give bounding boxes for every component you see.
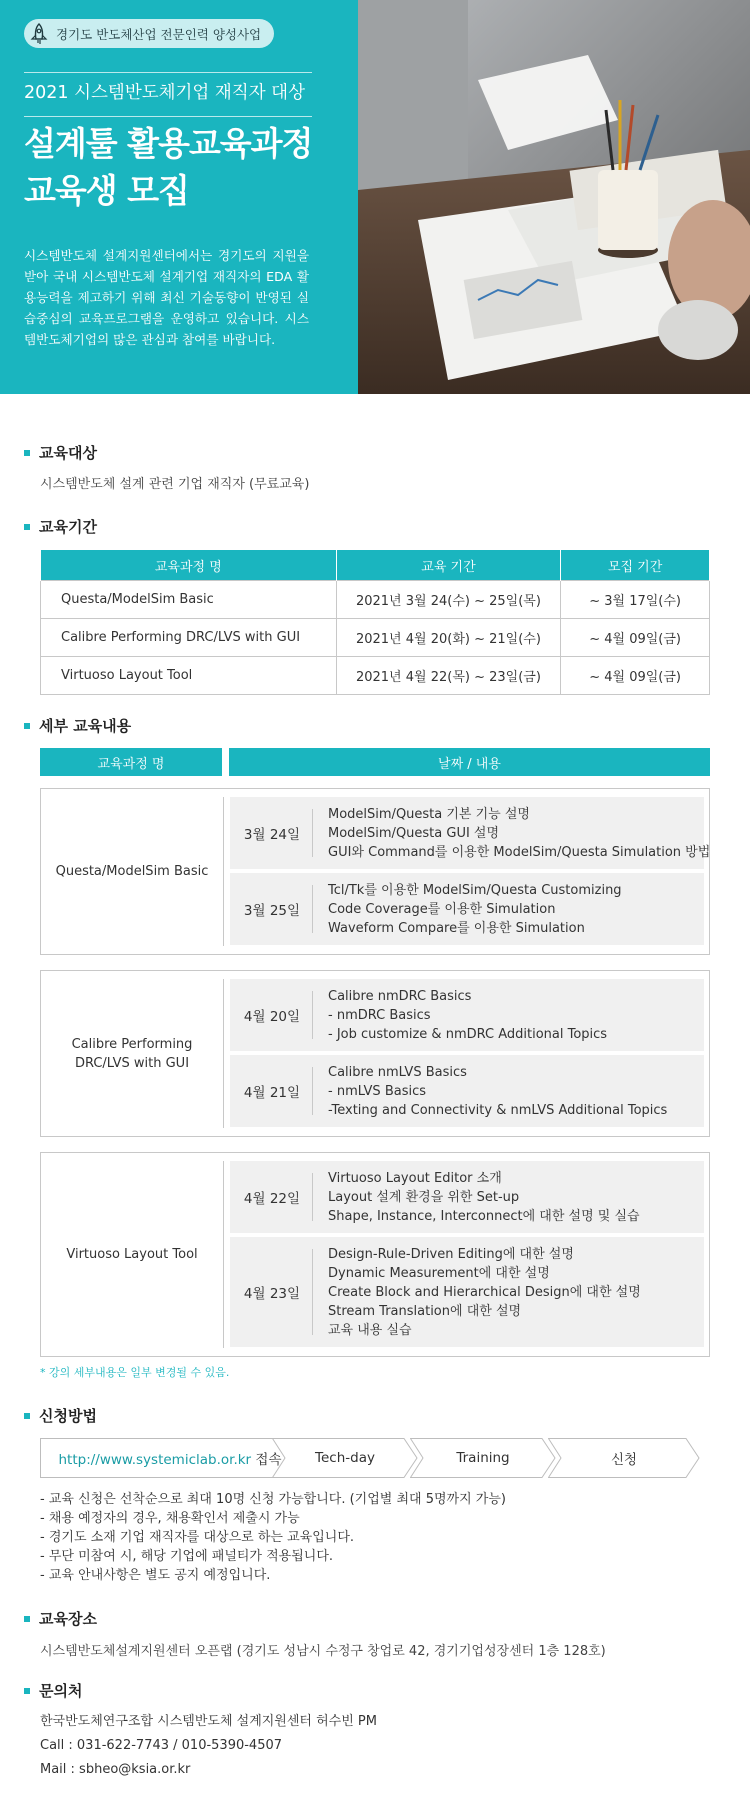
hero-panel (0, 0, 358, 394)
divider (312, 991, 313, 1039)
session-row (230, 979, 704, 1051)
title-line-2: 교육생 모집 (24, 171, 189, 210)
section-heading-apply (24, 1405, 97, 1426)
session-row (230, 1161, 704, 1233)
bullet-square-icon (24, 723, 30, 729)
notice-item: - 무단 미참여 시, 해당 기업에 패널티가 적용됩니다. (40, 1549, 334, 1564)
step-label: Training (456, 1450, 510, 1466)
column-header: 교육과정 명 (41, 550, 337, 581)
section-title: 신청방법 (39, 1407, 97, 1425)
step-label: Tech-day (315, 1450, 375, 1466)
section-heading-contact (24, 1680, 82, 1701)
section-heading-detail (24, 715, 131, 736)
detail-header-content: 날짜 / 내용 (229, 748, 710, 776)
session-date: 4월 22일 (243, 1191, 301, 1207)
apply-steps (40, 1438, 712, 1478)
session-row (230, 797, 711, 869)
notice-item: - 교육 신청은 선착순으로 최대 10명 신청 가능합니다. (기업별 최대 5명까지 가능) (40, 1492, 506, 1507)
content-line: -Texting and Connectivity & nmLVS Additional Topics (328, 1103, 668, 1118)
contact-info (40, 1710, 377, 1782)
session-row (230, 873, 704, 945)
step-label: 접속 (251, 1452, 282, 1468)
content-line: ModelSim/Questa 기본 기능 설명 (328, 807, 530, 822)
step-tech-day (272, 1438, 418, 1478)
session-content (328, 1063, 667, 1120)
course-name-line: DRC/LVS with GUI (74, 1055, 190, 1071)
step-visit-site (40, 1438, 300, 1478)
content-line: Calibre nmDRC Basics (328, 989, 472, 1004)
column-header: 모집 기간 (561, 550, 710, 581)
section-heading-place (24, 1608, 97, 1629)
course-cell: Virtuoso Layout Tool (41, 657, 337, 695)
column-header: 교육 기간 (336, 550, 561, 581)
page-title (24, 120, 312, 214)
course-name-line: Calibre Performing (71, 1036, 193, 1052)
bullet-square-icon (24, 1413, 30, 1419)
section-heading-period (24, 516, 97, 537)
session-date: 4월 21일 (243, 1085, 301, 1101)
table-row (41, 581, 710, 619)
content-line: Shape, Instance, Interconnect에 대한 설명 및 실습 (328, 1209, 640, 1224)
period-cell: 2021년 4월 20(화) ~ 21일(수) (336, 619, 561, 657)
content-line: - nmLVS Basics (328, 1084, 427, 1099)
content-line: 교육 내용 실습 (328, 1323, 412, 1338)
title-line-1: 설계툴 활용교육과정 (24, 124, 313, 163)
content-line: Waveform Compare를 이용한 Simulation (328, 921, 585, 936)
bullet-square-icon (24, 1616, 30, 1622)
divider (312, 1173, 313, 1221)
course-box-questa (40, 788, 710, 955)
target-text: 시스템반도체 설계 관련 기업 재직자 (무료교육) (40, 477, 310, 492)
intro-paragraph: 시스템반도체 설계지원센터에서는 경기도의 지원을 받아 국내 시스템반도체 설계기업 재직자의 EDA 활용능력을 제고하기 위해 최신 기술동향이 반영된 실습중심의 교육프로그램을 운영하고 있습니다. 시스템반도체기업의 많은 관심과 참여를 바랍니다. (24, 248, 309, 347)
section-heading-target (24, 442, 97, 463)
content-line: - nmDRC Basics (328, 1008, 431, 1023)
course-name: Questa/ModelSim Basic (41, 797, 224, 946)
hero-photo (358, 0, 750, 394)
divider (312, 885, 313, 933)
step-training (410, 1438, 556, 1478)
table-header-row (41, 550, 710, 581)
session-content (328, 987, 607, 1044)
course-box-virtuoso (40, 1152, 710, 1357)
session-date: 4월 20일 (243, 1009, 301, 1025)
content-line: ModelSim/Questa GUI 설명 (328, 826, 500, 841)
notice-item: - 교육 안내사항은 별도 공지 예정입니다. (40, 1568, 271, 1583)
program-badge (24, 19, 274, 48)
section-title: 교육대상 (39, 444, 97, 462)
badge-text: 경기도 반도체산업 전문인력 양성사업 (56, 26, 262, 42)
divider (312, 1249, 313, 1335)
step-label: 신청 (610, 1452, 638, 1468)
section-title: 교육장소 (39, 1610, 97, 1628)
session-content (328, 1169, 640, 1226)
section-title: 교육기간 (39, 518, 97, 536)
section-title: 문의처 (39, 1682, 83, 1700)
contact-phone: Call : 031-622-7743 / 010-5390-4507 (40, 1738, 283, 1753)
step-apply (548, 1438, 700, 1478)
apply-notices (40, 1490, 506, 1585)
recruit-cell: ~ 4월 09일(금) (561, 657, 710, 695)
content-line: Create Block and Hierarchical Design에 대한 설명 (328, 1285, 641, 1300)
content-line: Stream Translation에 대한 설명 (328, 1304, 522, 1319)
course-cell: Questa/ModelSim Basic (41, 581, 337, 619)
office-desk-image (358, 0, 750, 394)
session-date: 3월 25일 (243, 903, 301, 919)
rocket-icon (28, 23, 50, 45)
course-box-calibre (40, 970, 710, 1137)
place-text: 시스템반도체설계지원센터 오픈랩 (경기도 성남시 수정구 창업로 42, 경기기업성장센터 1층 128호) (40, 1644, 606, 1659)
course-cell: Calibre Performing DRC/LVS with GUI (41, 619, 337, 657)
table-row (41, 657, 710, 695)
contact-org: 한국반도체연구조합 시스템반도체 설계지원센터 허수빈 PM (40, 1714, 377, 1729)
bullet-square-icon (24, 1688, 30, 1694)
divider (312, 809, 313, 857)
course-name (41, 979, 224, 1128)
period-table (40, 549, 710, 695)
hero-subtitle: 2021 시스템반도체기업 재직자 대상 (24, 72, 312, 117)
site-link[interactable]: http://www.systemiclab.or.kr (58, 1452, 252, 1468)
divider (312, 1067, 313, 1115)
content-line: Layout 설계 환경을 위한 Set-up (328, 1190, 520, 1205)
detail-header-course: 교육과정 명 (40, 748, 222, 776)
recruit-cell: ~ 3월 17일(수) (561, 581, 710, 619)
change-notice: * 강의 세부내용은 일부 변경될 수 있음. (40, 1366, 230, 1379)
section-title: 세부 교육내용 (39, 717, 132, 735)
content-line: Dynamic Measurement에 대한 설명 (328, 1266, 550, 1281)
session-date: 4월 23일 (243, 1286, 301, 1302)
table-row (41, 619, 710, 657)
notice-item: - 채용 예정자의 경우, 채용확인서 제출시 가능 (40, 1511, 300, 1526)
session-row (230, 1055, 704, 1127)
session-content (328, 1245, 641, 1340)
session-row (230, 1237, 704, 1347)
course-name: Virtuoso Layout Tool (41, 1161, 224, 1348)
period-cell: 2021년 4월 22(목) ~ 23일(금) (336, 657, 561, 695)
hero-banner (0, 0, 750, 394)
content-line: Tcl/Tk를 이용한 ModelSim/Questa Customizing (328, 883, 622, 898)
content-line: Virtuoso Layout Editor 소개 (328, 1171, 502, 1186)
content-line: Design-Rule-Driven Editing에 대한 설명 (328, 1247, 574, 1262)
recruit-cell: ~ 4월 09일(금) (561, 619, 710, 657)
content-line: - Job customize & nmDRC Additional Topics (328, 1027, 608, 1042)
session-content (328, 881, 622, 938)
notice-item: - 경기도 소재 기업 재직자를 대상으로 하는 교육입니다. (40, 1530, 355, 1545)
content-line: Code Coverage를 이용한 Simulation (328, 902, 556, 917)
period-cell: 2021년 3월 24(수) ~ 25일(목) (336, 581, 561, 619)
contact-email: Mail : sbheo@ksia.or.kr (40, 1762, 191, 1777)
bullet-square-icon (24, 450, 30, 456)
session-content (328, 805, 710, 862)
session-date: 3월 24일 (243, 827, 301, 843)
content-line: GUI와 Command를 이용한 ModelSim/Questa Simulation 방법 (328, 845, 711, 860)
bullet-square-icon (24, 524, 30, 530)
content-line: Calibre nmLVS Basics (328, 1065, 467, 1080)
